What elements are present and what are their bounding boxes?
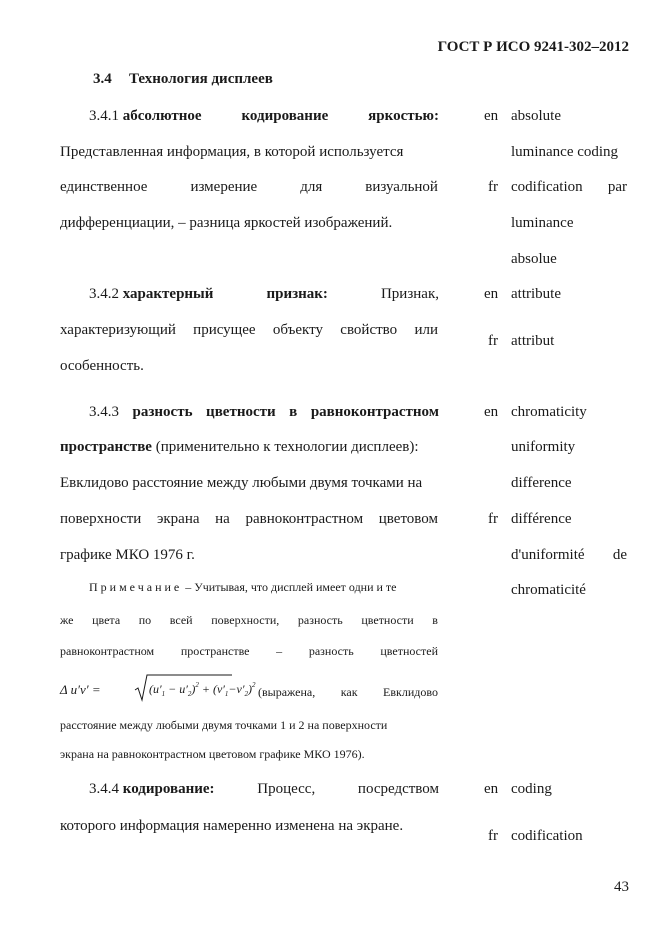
definition-line: графике МКО 1976 г. [60,547,195,563]
section-title: Технология дисплеев [129,71,273,87]
term-number: 3.4.4 [89,781,119,797]
term-word: признак: [266,286,328,302]
term-word: яркостью: [368,108,439,124]
definition-word: Признак, [380,286,439,302]
term-words: разность цветности в равноконтрастном [132,404,439,420]
lang-tag-fr: fr [488,828,498,844]
equivalent-en: absolute [511,108,561,124]
equivalent-fr: attribut [511,333,555,349]
note-line: расстояние между любыми двумя точками 1 и 2 на поверхности [60,718,388,732]
equivalent-en: luminance coding [511,144,619,160]
definition-line: дифференциации, – разница яркостей изображений. [60,215,393,231]
lang-tag-en: en [484,404,499,420]
term-word: абсолютное [122,108,202,124]
lang-tag-fr: fr [488,333,498,349]
definition-line: особенность. [60,358,144,374]
section-number: 3.4 [93,71,112,87]
formula-lhs: Δ u′v′ = [60,682,101,697]
term-word: кодирование: [122,781,215,797]
term-number: 3.4.1 [89,108,119,124]
equivalent-en: chromaticity [511,404,587,420]
equivalent-fr: codification [511,828,583,844]
svg-text:(u′1 − u′2)2 + (v′1−v′2)2: $(u'_1 - u'_2)^2 + (v'_1-v'_2)^2$ [149,681,256,698]
equivalent-en: attribute [511,286,561,302]
lang-tag-fr: fr [488,511,498,527]
lang-tag-en: en [484,108,499,124]
term-word: пространстве [60,439,152,455]
note-line: равноконтрастном пространстве – разность цветностей [60,644,438,658]
term-number: 3.4.2 [89,286,119,302]
term-line-1: 3.4.4 кодирование: Процесс, посредством [89,781,439,797]
note-line: Примечание – Учитывая, что дисплей имеет одни и те [89,580,397,594]
page-number: 43 [614,879,629,895]
definition-line: единственное измерение для визуальной [60,179,438,195]
term-line-1 [89,107,439,125]
equivalent-en: coding [511,781,552,797]
equivalent-en: difference [511,475,572,491]
note-line: экрана на равноконтрастном цветовом графике МКО 1976). [60,747,365,761]
equivalent-fr: différence [511,511,572,527]
note-line: же цвета по всей поверхности, разность цветности в [60,613,438,627]
lang-tag-fr: fr [488,179,498,195]
equivalent-fr: luminance [511,215,574,231]
lang-tag-en: en [484,286,499,302]
term-number: 3.4.3 [89,404,119,420]
definition-line: характеризующий присущее объекту свойство или [60,322,438,338]
term-line-1 [89,285,439,303]
equivalent-fr: codification par [511,179,627,195]
equivalent-fr: d'uniformité de [511,547,627,563]
definition-line: которого информация намеренно изменена на экране. [60,818,404,834]
lang-tag-en: en [484,781,499,797]
term-word: кодирование [241,108,329,124]
formula-sqrt [134,673,256,703]
definition-line: Представленная информация, в которой используется [60,144,404,160]
note-label: Примечание [89,580,183,594]
equivalent-fr: absolue [511,251,557,267]
equivalent-fr: chromaticité [511,582,586,598]
equivalent-en: uniformity [511,439,576,455]
note-line: (выражена, как Евклидово [258,685,438,699]
term-line-2: пространстве (применительно к технологии дисплеев): [60,439,419,455]
term-line-1 [89,403,439,421]
definition-line: поверхности экрана на равноконтрастном цветовом [60,511,438,527]
definition-line: Евклидово расстояние между любыми двумя точками на [60,475,423,491]
document-id: ГОСТ Р ИСО 9241-302–2012 [437,39,629,55]
term-word: характерный [122,286,214,302]
